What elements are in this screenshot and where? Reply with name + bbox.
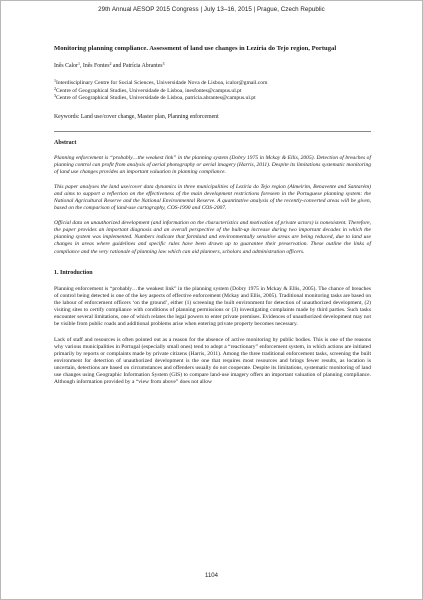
body-paragraph: Lack of staff and resources is often pointed out as a reason for the absence of active monitoring by public bodies. This is one of the reasons why various municipalities in Portugal (especially small ones) tend to adopt a “reactionary” enforcement system, in which actions are initiated primarily by reports or complaints made by private citizens (Harris, 2011). Among the three traditional enforcement tasks, screening the built environment for detection of unauthorized development is the one that requires most resources and brings fewer results, as location is uncertain, detections are based on circumstances and offenders usually do not cooperate. Despite its limitations, systematic monitoring of land use changes using Geographic Information System (GIS) to compare land-use imagery offers an important valuation of planning compliance. Although information provided by a “view from above” does not allow: [54, 336, 371, 386]
body-paragraph: Planning enforcement is “probably…the weakest link” in the planning system (Dobry 1975 in Mckay & Ellis, 2005). The chance of breaches of control being detected is one of the key aspects of effective enforcement (Mckay and Ellis, 2005). Traditional monitoring tasks are based on the labour of enforcement officers ‘on the ground’, either (1) screening the built environment for detection of unauthorized development, (2) visiting sites to certify compliance with conditions of planning permissions or (3) investigating complaints made by third parties. Such tasks encounter several limitations, one of which relates the legal powers to enter private premises. Evidences of unauthorized development may not be visible from public roads and additional problems arise when entering private property becomes necessary.: [54, 285, 371, 327]
affiliation-marker: 3: [54, 92, 56, 98]
affiliation-text: Centre of Geographical Studies, Universidade de Lisboa, inesfontes@campus.ul.pt: [56, 87, 242, 94]
section-heading-introduction: 1. Introduction: [54, 269, 93, 276]
keywords: Keywords: Land use/cover change, Master plan, Planning enforcement: [54, 114, 219, 121]
page-number: 1104: [205, 573, 218, 579]
abstract-paragraph: Planning enforcement is “probably…the weakest link” in the planning system (Dobry 1975 in Mckay & Ellis, 2005). Detection of breaches of planning control can profit from analysis of aerial photography or aerial imagery (Harris, 2011). Despite its limitations systematic monitoring of land use changes provides an important valuation in planning compliance.: [54, 155, 371, 176]
conference-header: 29th Annual AESOP 2015 Congress | July 13–16, 2015 | Prague, Czech Republic: [98, 6, 325, 13]
author-affiliation-marker: 3: [162, 61, 165, 67]
author-affiliation-marker: 2: [109, 61, 112, 67]
paper-title: Monitoring planning compliance. Assessment of land use changes in Lezíria do Tejo region, Portugal: [54, 45, 337, 52]
divider: [54, 131, 371, 132]
affiliation-text: Centre of Geographical Studies, Universidade de Lisboa, patricia.abrantes@campus.ul.pt: [56, 94, 256, 101]
affiliation-line: [54, 92, 371, 102]
abstract-heading: Abstract: [54, 140, 77, 147]
affiliation-text: Interdisciplinary Centre for Social Sciences, Universidade Nova de Lisboa, icalor@gmail.com: [56, 80, 268, 87]
author-list: Inês Calor$^1$, Inês Fontes$^2$ and Patrícia Abrantes$^3$: [54, 61, 165, 70]
author-name: Inês Fontes: [82, 63, 110, 70]
author-name: Patrícia Abrantes: [122, 63, 163, 70]
abstract-paragraph: Official data on unauthorized development (and information on the characteristics and motivation of private actors) is nonexistent. Therefore, the paper provides an important diagnosis and an overall perspective of the built-up increase during two important decades in which the planning system was implemented. Numbers indicate that farmland and environmentally sensitive areas are being reduced, due to land use changes in areas where guidelines and specific rules have been drawn up to guarantee their preservation. These outline the links of compliance and the very rationale of planning law which can aid planners, scholars and administration officers.: [54, 220, 371, 255]
affiliation-marker: 1: [54, 78, 56, 84]
abstract-paragraph: This paper analyses the land use/cover data dynamics in three municipalities of Lezíria do Tejo region (Almeirim, Benavente and Santarém) and aims to support a reflection on the effectiveness of the main development restrictions foreseen in the Portuguese planning system: the National Agricultural Reserve and the National Environmental Reserve. A quantitative analysis of the recently-converted areas will be given, based on the comparison of land-use cartography, COS-1990 and COS-2007.: [54, 184, 371, 212]
author-name: Inês Calor: [54, 63, 78, 70]
affiliation-marker: 2: [54, 85, 56, 91]
affiliation-line: [54, 85, 371, 95]
affiliations: [54, 80, 371, 102]
page-content: [54, 45, 371, 386]
author-affiliation-marker: 1: [78, 61, 80, 67]
affiliation-line: [54, 80, 371, 87]
